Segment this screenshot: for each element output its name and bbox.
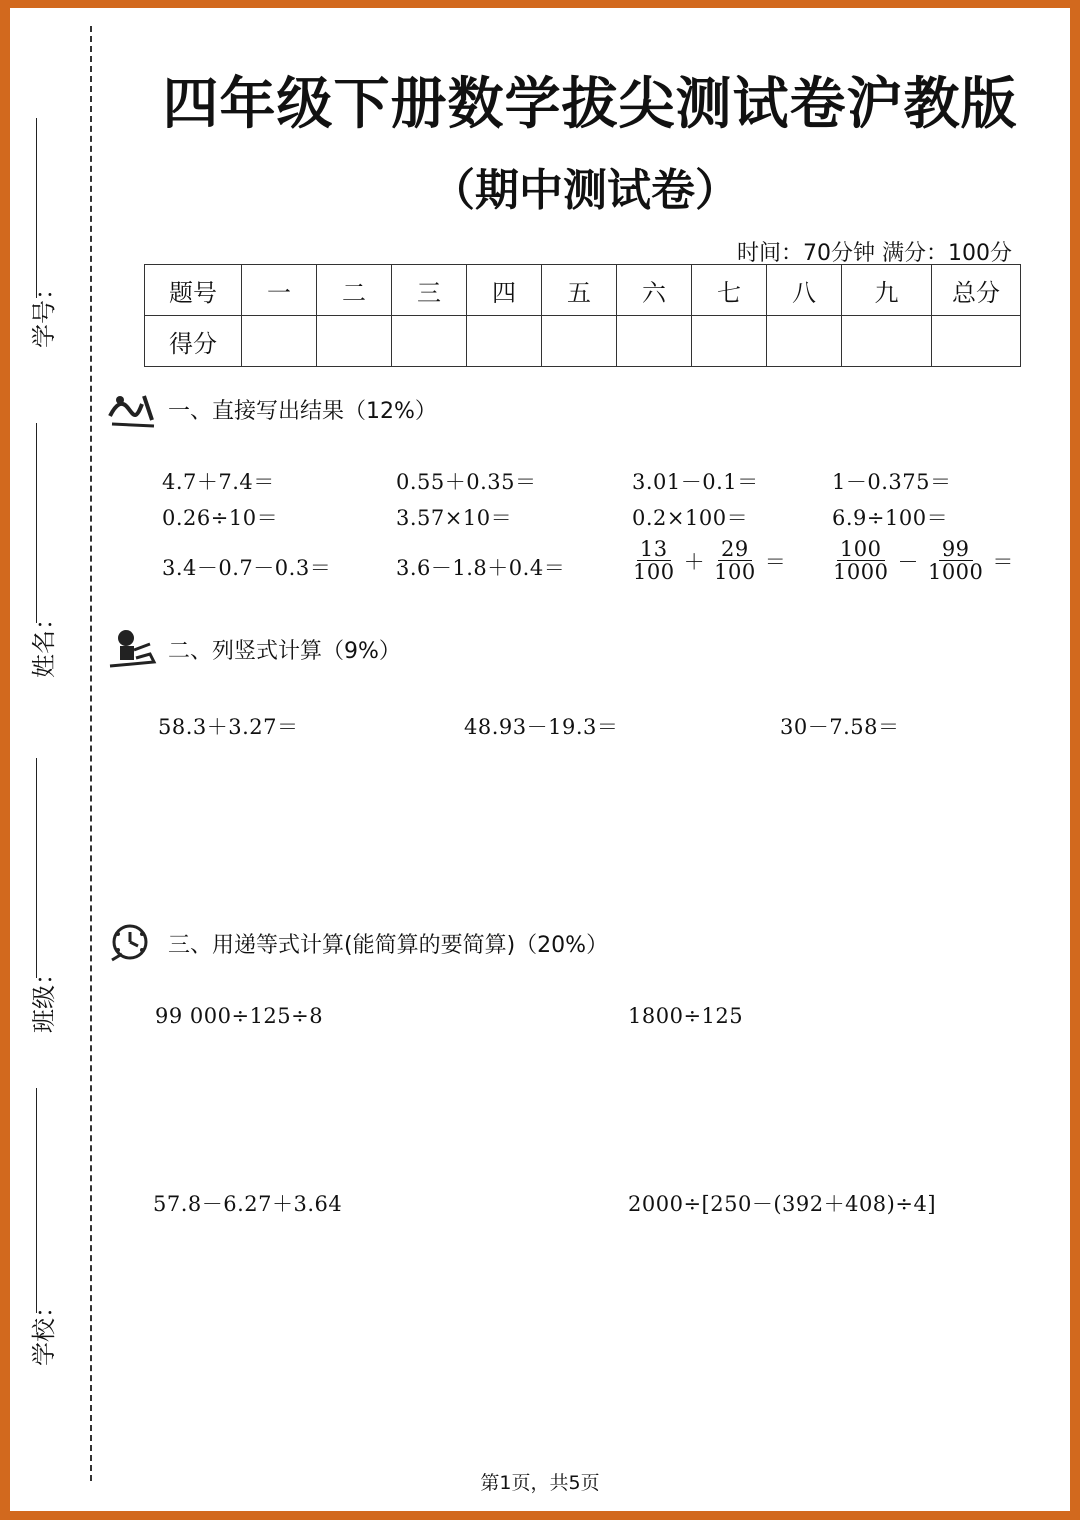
score-cell[interactable]	[617, 316, 692, 367]
name-label: 姓名：	[30, 606, 58, 678]
calc-item: 57.8－6.27＋3.64	[153, 1192, 343, 1216]
header-cell: 一	[242, 265, 317, 316]
header-cell: 三	[392, 265, 467, 316]
calc-item: 58.3＋3.27＝	[158, 715, 299, 739]
calc-item: 3.4－0.7－0.3＝	[162, 556, 332, 580]
calc-item: 1800÷125	[628, 1004, 744, 1028]
calc-item: 0.2×100＝	[632, 506, 749, 530]
score-cell[interactable]	[317, 316, 392, 367]
calc-item: 3.6－1.8＋0.4＝	[396, 556, 566, 580]
calc-item: 1－0.375＝	[832, 470, 952, 494]
section3-title: 三、用递等式计算(能简算的要简算)（20%）	[168, 932, 609, 958]
header-cell: 六	[617, 265, 692, 316]
section3-heading	[106, 920, 608, 966]
calc-item: 4.7＋7.4＝	[162, 470, 275, 494]
calc-item: 99 000÷125÷8	[155, 1004, 324, 1028]
clock-doodle-icon	[106, 920, 158, 966]
student-id-line	[36, 118, 37, 298]
header-cell: 八	[767, 265, 842, 316]
header-cell: 二	[317, 265, 392, 316]
numerator: 99	[939, 538, 973, 561]
section1-title: 一、直接写出结果（12%）	[168, 398, 437, 424]
score-cell[interactable]	[932, 316, 1021, 367]
calc-item: 3.57×10＝	[396, 506, 513, 530]
section2-title: 二、列竖式计算（9%）	[168, 638, 401, 664]
header-cell: 九	[842, 265, 932, 316]
calc-item: 3.01－0.1＝	[632, 470, 759, 494]
denominator: 100	[633, 560, 675, 585]
score-table-score-row	[145, 316, 1021, 367]
calc-item: 6.9÷100＝	[832, 506, 949, 530]
name-line	[36, 423, 37, 623]
score-table	[144, 264, 1021, 367]
student-id-label: 学号：	[30, 276, 58, 348]
fraction	[925, 538, 986, 583]
score-cell[interactable]	[842, 316, 932, 367]
class-line	[36, 758, 37, 978]
score-cell[interactable]	[392, 316, 467, 367]
score-cell[interactable]	[767, 316, 842, 367]
calc-item: 30－7.58＝	[780, 715, 900, 739]
operator: ＋	[683, 549, 706, 574]
score-cell[interactable]	[692, 316, 767, 367]
section2-heading	[106, 626, 401, 672]
fraction	[711, 538, 759, 583]
school-line	[36, 1088, 37, 1313]
equals-sign: ＝	[764, 549, 787, 574]
time-score-info: 时间：70分钟 满分：100分	[737, 241, 1012, 266]
header-cell: 四	[467, 265, 542, 316]
operator: －	[897, 549, 919, 574]
score-cell[interactable]	[467, 316, 542, 367]
school-label: 学校：	[30, 1294, 58, 1366]
class-label: 班级：	[30, 961, 58, 1033]
header-cell: 题号	[145, 265, 242, 316]
page-footer: 第1页，共5页	[480, 1472, 600, 1494]
score-row-label: 得分	[145, 316, 242, 367]
fraction-expression-2	[828, 538, 1018, 583]
exam-page	[10, 8, 1070, 1511]
fraction-expression-1	[628, 538, 790, 583]
header-cell: 五	[542, 265, 617, 316]
score-table-header-row	[145, 265, 1021, 316]
fraction	[830, 538, 891, 583]
numerator: 29	[718, 538, 752, 561]
denominator: 100	[714, 560, 756, 585]
page-title: 四年级下册数学拔尖测试卷沪教版	[162, 72, 1018, 137]
calc-item: 0.55＋0.35＝	[396, 470, 537, 494]
numerator: 100	[837, 538, 885, 561]
section1-heading	[106, 386, 437, 432]
score-cell[interactable]	[242, 316, 317, 367]
calc-item: 2000÷[250－(392＋408)÷4]	[628, 1192, 937, 1216]
calc-item: 0.26÷10＝	[162, 506, 279, 530]
header-cell: 七	[692, 265, 767, 316]
numerator: 13	[637, 538, 671, 561]
calc-item: 48.93－19.3＝	[464, 715, 619, 739]
page-subtitle: （期中测试卷）	[431, 165, 739, 216]
kid-reading-doodle-icon	[106, 626, 158, 672]
denominator: 1000	[833, 560, 889, 585]
denominator: 1000	[927, 560, 984, 585]
binding-dashed-line	[90, 26, 92, 1481]
equals-sign: ＝	[992, 549, 1014, 574]
header-cell: 总分	[932, 265, 1021, 316]
score-cell[interactable]	[542, 316, 617, 367]
fraction	[630, 538, 678, 583]
pencil-doodle-icon	[106, 386, 158, 432]
